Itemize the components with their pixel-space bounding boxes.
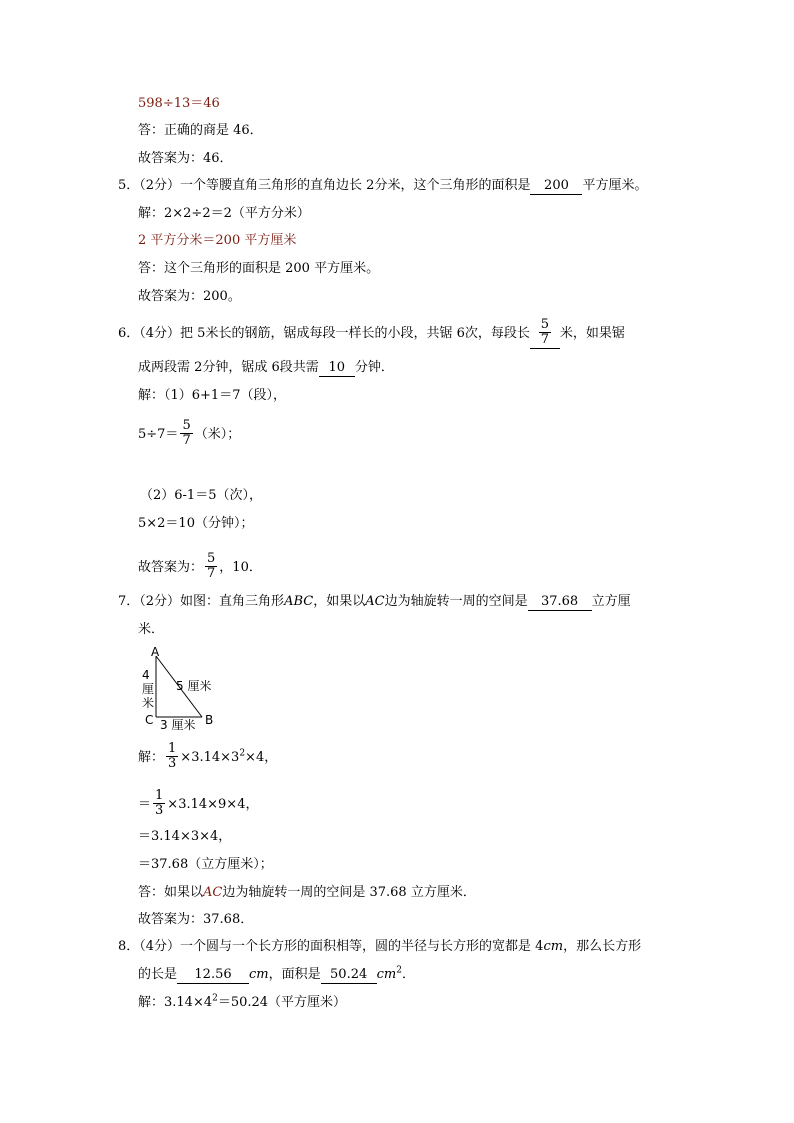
q7-blank: 37.68 [528, 594, 592, 611]
q5-question [118, 176, 647, 196]
q8-sol1-result: ＝50.24（平方厘米） [217, 995, 347, 1010]
q6-sol2-fraction [180, 419, 192, 448]
q8-line2-mid: ，面积是 [268, 967, 321, 982]
q7-solution-2 [138, 790, 258, 819]
q7-sol1-tail: ×4， [245, 750, 278, 765]
q7-question-line1 [118, 592, 631, 612]
q8-unit-1: cm [249, 967, 269, 982]
q7-sol2-denominator: 3 [155, 803, 164, 818]
vertex-a: A [151, 645, 160, 659]
label-ac-unit-2: 米 [142, 696, 155, 710]
q4-final: 故答案为：46． [138, 151, 233, 166]
q7-text-mid2: 边为轴旋转一周的空间是 [384, 594, 528, 609]
q7-sol1-denominator: 3 [168, 756, 177, 771]
label-ac-unit-1: 厘 [142, 682, 155, 696]
q6-blank-denominator: 7 [540, 332, 549, 347]
q4-answer: 答：正确的商是 46． [138, 123, 263, 138]
q7-answer [138, 883, 476, 903]
q5-answer: 答：这个三角形的面积是 200 平方厘米。 [138, 261, 380, 276]
q6-solution-2 [138, 420, 240, 449]
label-ac [142, 668, 154, 710]
q6-question-line1 [118, 319, 625, 349]
q8-line2-pre: 的长是 [138, 967, 178, 982]
q8-cm: cm [543, 939, 564, 954]
q5-blank: 200 [530, 178, 582, 195]
q8-question-line2 [138, 965, 415, 985]
q6-number: 6． [118, 326, 140, 341]
q7-sol2-numerator: 1 [155, 788, 164, 803]
q6-blank-1 [530, 319, 560, 349]
q7-sol1-expr: ×3.14×3 [180, 750, 240, 765]
q8-blank-length: 12.56 [177, 967, 249, 984]
q6-blank-fraction [539, 318, 551, 347]
q5-final: 故答案为：200。 [138, 289, 241, 304]
q8-text: （4分）一个圆与一个长方形的面积相等，圆的半径与长方形的宽都是 4 [139, 939, 544, 954]
q8-text-end: ，那么长方形 [563, 939, 642, 954]
q6-final-fraction [205, 552, 217, 581]
q6-text-mid: 米，如果锯 [559, 326, 625, 341]
q6-final-label: 故答案为： [138, 560, 204, 575]
q8-sol1-exponent: 2 [212, 993, 218, 1004]
q6-solution-3: （2）6-1＝5（次）， [140, 488, 262, 503]
q6-blank-2: 10 [319, 360, 355, 377]
q8-question-line1 [118, 937, 641, 957]
q6-sol2-unit: （米）； [194, 427, 241, 442]
q7-text-mid: ，如果以 [313, 594, 366, 609]
q7-solution-3: ＝3.14×3×4， [138, 829, 232, 844]
q7-sol2-expr: ×3.14×9×4， [167, 797, 259, 812]
q6-text: （4分）把 5米长的钢筋，锯成每段一样长的小段，共锯 6次，每段长 [139, 326, 530, 341]
q6-solution-1: 解：（1）6+1＝7（段）， [138, 388, 286, 403]
q7-sol1-exponent: 2 [239, 748, 246, 759]
q7-solution-4: ＝37.68（立方厘米）； [138, 857, 273, 872]
q6-sol2-numerator: 5 [182, 418, 191, 433]
q5-number: 5． [118, 178, 140, 193]
q8-sol1-expr: 解：3.14×4 [138, 995, 213, 1010]
q7-sol1-numerator: 1 [168, 741, 177, 756]
q6-final-numerator: 5 [207, 551, 216, 566]
q6-sol2-denominator: 7 [182, 433, 191, 448]
q8-number: 8． [118, 939, 140, 954]
q7-sol1-label: 解： [138, 750, 165, 765]
q5-text-end: 平方厘米。 [582, 178, 648, 193]
q8-solution-1 [138, 993, 346, 1013]
q7-answer-post: 边为轴旋转一周的空间是 37.68 立方厘米． [222, 885, 476, 900]
q5-text: （2分）一个等腰直角三角形的直角边长 2分米，这个三角形的面积是 [139, 178, 531, 193]
q6-solution-4: 5×2＝10（分钟）； [138, 516, 254, 531]
q8-unit-2-exponent: 2 [396, 965, 402, 976]
q7-question-line2: 米． [138, 622, 165, 637]
q7-sol2-eq: ＝ [138, 797, 152, 812]
q6-text-line2-end: 分钟． [354, 360, 394, 375]
q6-final-tail: ，10． [219, 560, 262, 575]
q4-line1: 598÷13＝46 [138, 96, 220, 111]
q6-blank-numerator: 5 [540, 317, 549, 332]
q6-question-line2 [138, 358, 394, 378]
q7-solution-1 [138, 743, 277, 772]
q7-ac: AC [365, 594, 385, 609]
q6-sol2-expr: 5÷7＝ [138, 427, 179, 442]
label-cb: 3 厘米 [160, 718, 196, 732]
q7-answer-ac: AC [203, 885, 223, 900]
q7-text: （2分）如图：直角三角形 [139, 594, 285, 609]
label-ab: 5 厘米 [176, 679, 212, 693]
q6-final [138, 553, 262, 582]
q5-solution-2: 2 平方分米＝200 平方厘米 [138, 233, 297, 248]
q7-text-end: 立方厘 [591, 594, 631, 609]
vertex-b: B [205, 713, 214, 727]
vertex-c: C [145, 713, 154, 727]
q5-solution-1: 解：2×2÷2＝2（平方分米） [138, 206, 310, 221]
q7-sol2-fraction [153, 789, 165, 818]
q7-abc: ABC [284, 594, 314, 609]
q8-unit-2: cm [376, 967, 397, 982]
q6-final-denominator: 7 [207, 566, 216, 581]
q8-blank-area: 50.24 [321, 967, 377, 984]
q7-number: 7． [118, 594, 140, 609]
q6-text-line2: 成两段需 2分钟，锯成 6段共需 [138, 360, 319, 375]
q8-line2-end: ． [401, 967, 415, 982]
q7-final: 故答案为：37.68． [138, 912, 254, 927]
q7-sol1-fraction [166, 742, 178, 771]
q7-answer-pre: 答：如果以 [138, 885, 204, 900]
label-ac-value: 4 [142, 668, 150, 682]
